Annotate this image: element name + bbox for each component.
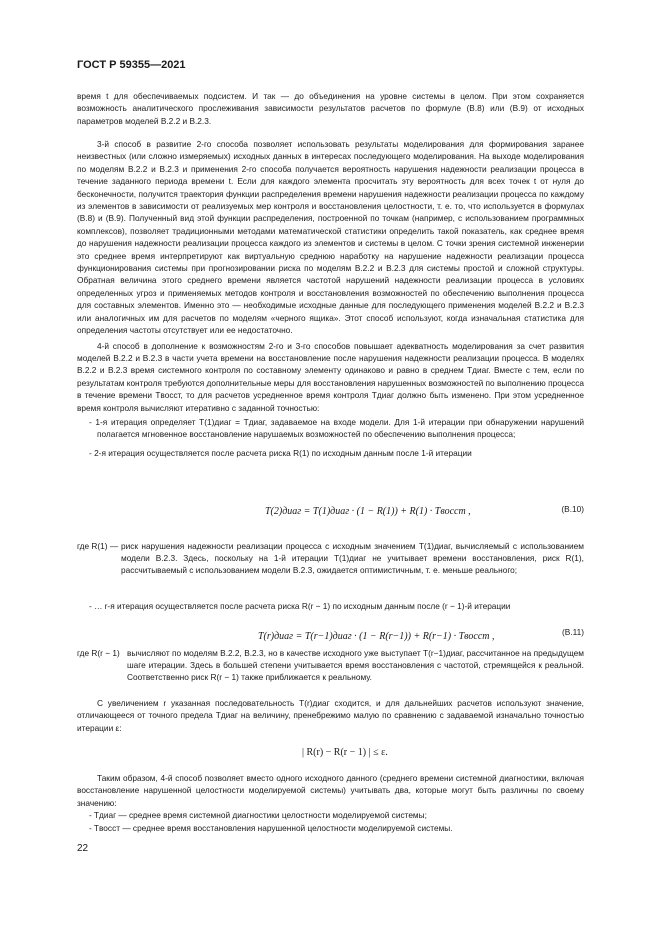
document-header: ГОСТ Р 59355—2021 — [77, 59, 186, 71]
iteration-r: - … r-я итерация осуществляется после расчета риска R(r − 1) по исходным данным после (r − 1)-й итерации — [89, 601, 511, 611]
text-block-main — [77, 138, 584, 459]
where-2-text: вычисляют по моделям В.2.2, В.2.3, но в качестве исходного уже выступает T(r−1)диаг, рассчитанное на предыдущем шаге итерации. Здесь в большей степени учитывается время восстановления с частотой, стремящейся к реальной. Соответственно риск R(r − 1) также приближается к реальному. — [127, 648, 584, 682]
formula-b11: T(r)диаг = T(r−1)диаг · (1 − R(r−1)) + R(r−1) · Tвосст , — [258, 631, 495, 642]
iteration-1: - 1-я итерация определяет T(1)диаг = Tдиаг, задаваемое на входе модели. Для 1-й итерации при обнаружении нарушений полагается мгновенное восстановление нарушаемых возможностей по обеспечению выполнения процесса; — [89, 416, 584, 440]
text-block-top — [77, 90, 584, 127]
formula-b10: T(2)диаг = T(1)диаг · (1 − R(1)) + R(1) · Tвосст , — [265, 506, 471, 517]
text-block-convergence — [77, 697, 584, 734]
text-block-r — [77, 600, 584, 612]
where-1-text: риск нарушения надежности реализации процесса с исходным значением T(1)диаг, вычисляемый с использованием модели В.2.3. Здесь, поскольку на 1-й итерации T(1)диаг не учитывает времени восстановления, риск R(1), рассчитываемый с использованием модели В.2.3, ожидается оптимистичным, т. е. меньше реального; — [121, 541, 584, 575]
formula-epsilon: | R(r) − R(r − 1) | ≤ ε. — [302, 747, 388, 758]
where-1-lead: где R(1) — — [77, 541, 119, 551]
where-2-lead: где R(r − 1) — [77, 648, 120, 658]
page-number: 22 — [77, 843, 89, 854]
where-block-1 — [77, 540, 584, 576]
list-item-tdiag: - Tдиаг — среднее время системной диагностики целостности моделируемой системы; — [89, 810, 427, 821]
paragraph-3: 4-й способ в дополнение к возможностям 2-го и 3-го способов повышает адекватность моделирования за счет развития моделей В.2.2 и В.2.3 в части учета времени на восстановление после нарушения надежности реализации процесса. В моделях В.2.2 и В.2.3 время системного контроля по составному элементу одинаково и равно в среднем Tдиаг. Вместе с тем, если по результатам контроля требуются дополнительные меры для восстановления нарушенных возможностей по выполнению процесса в течение времени Tвосст, то для расчетов усредненное время контроля Tдиаг должно быть изменено. При этом усредненное время контроля вычисляют итеративно с заданной точностью: — [77, 340, 584, 413]
paragraph-2: 3-й способ в развитие 2-го способа позволяет использовать результаты моделирования для формирования заранее неизвестных (или сложно измеряемых) исходных данных в интересах последующего моделирования. На выходе моделирования по моделям В.2.2 и В.2.3 и применения 2-го способа получается вероятность нарушения надежности реализации процесса в течение заданного периода времени t. Если для каждого элемента просчитать эту вероятность для всех точек t от нуля до бесконечности, получится траектория функции распределения времени нарушения надежности реализации процесса по каждому из элементов в зависимости от реализуемых мер контроля и восстановления целостности, т. е. то, что используется в формулах (В.8) и (В.9). Полученный вид этой функции распределения, построенной по точкам (например, с использованием программных комплексов), позволяет традиционными методами математической статистики определить такой показатель, как среднее время до нарушения надежности реализации процесса каждого из элементов и системы в целом. С точки зрения системной инженерии это среднее время интерпретируют как виртуальную среднюю наработку на нарушение надежности реализации процесса функционирования системы при прогнозировании риска по моделям В.2.2 и В.2.3 для системы простой и сложной структуры. Обратная величина этого среднего времени является частотой нарушений надежности реализации процесса в условиях определенных угроз и применяемых методов контроля и восстановления возможностей по обеспечению выполнения процесса для составных элементов. Именно это — необходимые исходные данные для последующего применения моделей В.2.2 и В.2.3 или аналогичных им для расчетов по моделям «черного ящика». Этот способ используют, когда изначальная статистика для определения частоты отсутствует или ее недостаточно. — [77, 139, 584, 336]
iteration-2: - 2-я итерация осуществляется после расчета риска R(1) по исходным данным после 1-й итерации — [89, 447, 472, 458]
paragraph-4: С увеличением r указанная последовательность T(r)диаг сходится, и для дальнейших расчетов используют значение, отличающееся от точного предела Tдиаг на величину, пренебрежимо малую по сравнению с задаваемой изначально точностью итерации ε: — [77, 698, 584, 733]
where-block-2 — [77, 647, 584, 683]
text-block-conclusion — [77, 772, 584, 834]
formula-b10-number: (В.10) — [561, 504, 584, 514]
paragraph-1: время t для обеспечиваемых подсистем. И так — до объединения на уровне системы в целом. При этом сохраняется возможность аналитического прослеживания зависимости результатов расчетов по формуле (В.8) или (В.9) от исходных параметров моделей В.2.2 и В.2.3. — [77, 91, 584, 126]
paragraph-5: Таким образом, 4-й способ позволяет вместо одного исходного данного (среднего времени системной диагностики, включая восстановление нарушенной целостности моделируемой системы) учитывать два, которые могут быть различны по своему значению: — [77, 773, 584, 808]
formula-b11-number: (В.11) — [562, 627, 584, 637]
list-item-tvosst: - Tвосст — среднее время восстановления нарушенной целостности моделируемой системы. — [89, 822, 453, 833]
